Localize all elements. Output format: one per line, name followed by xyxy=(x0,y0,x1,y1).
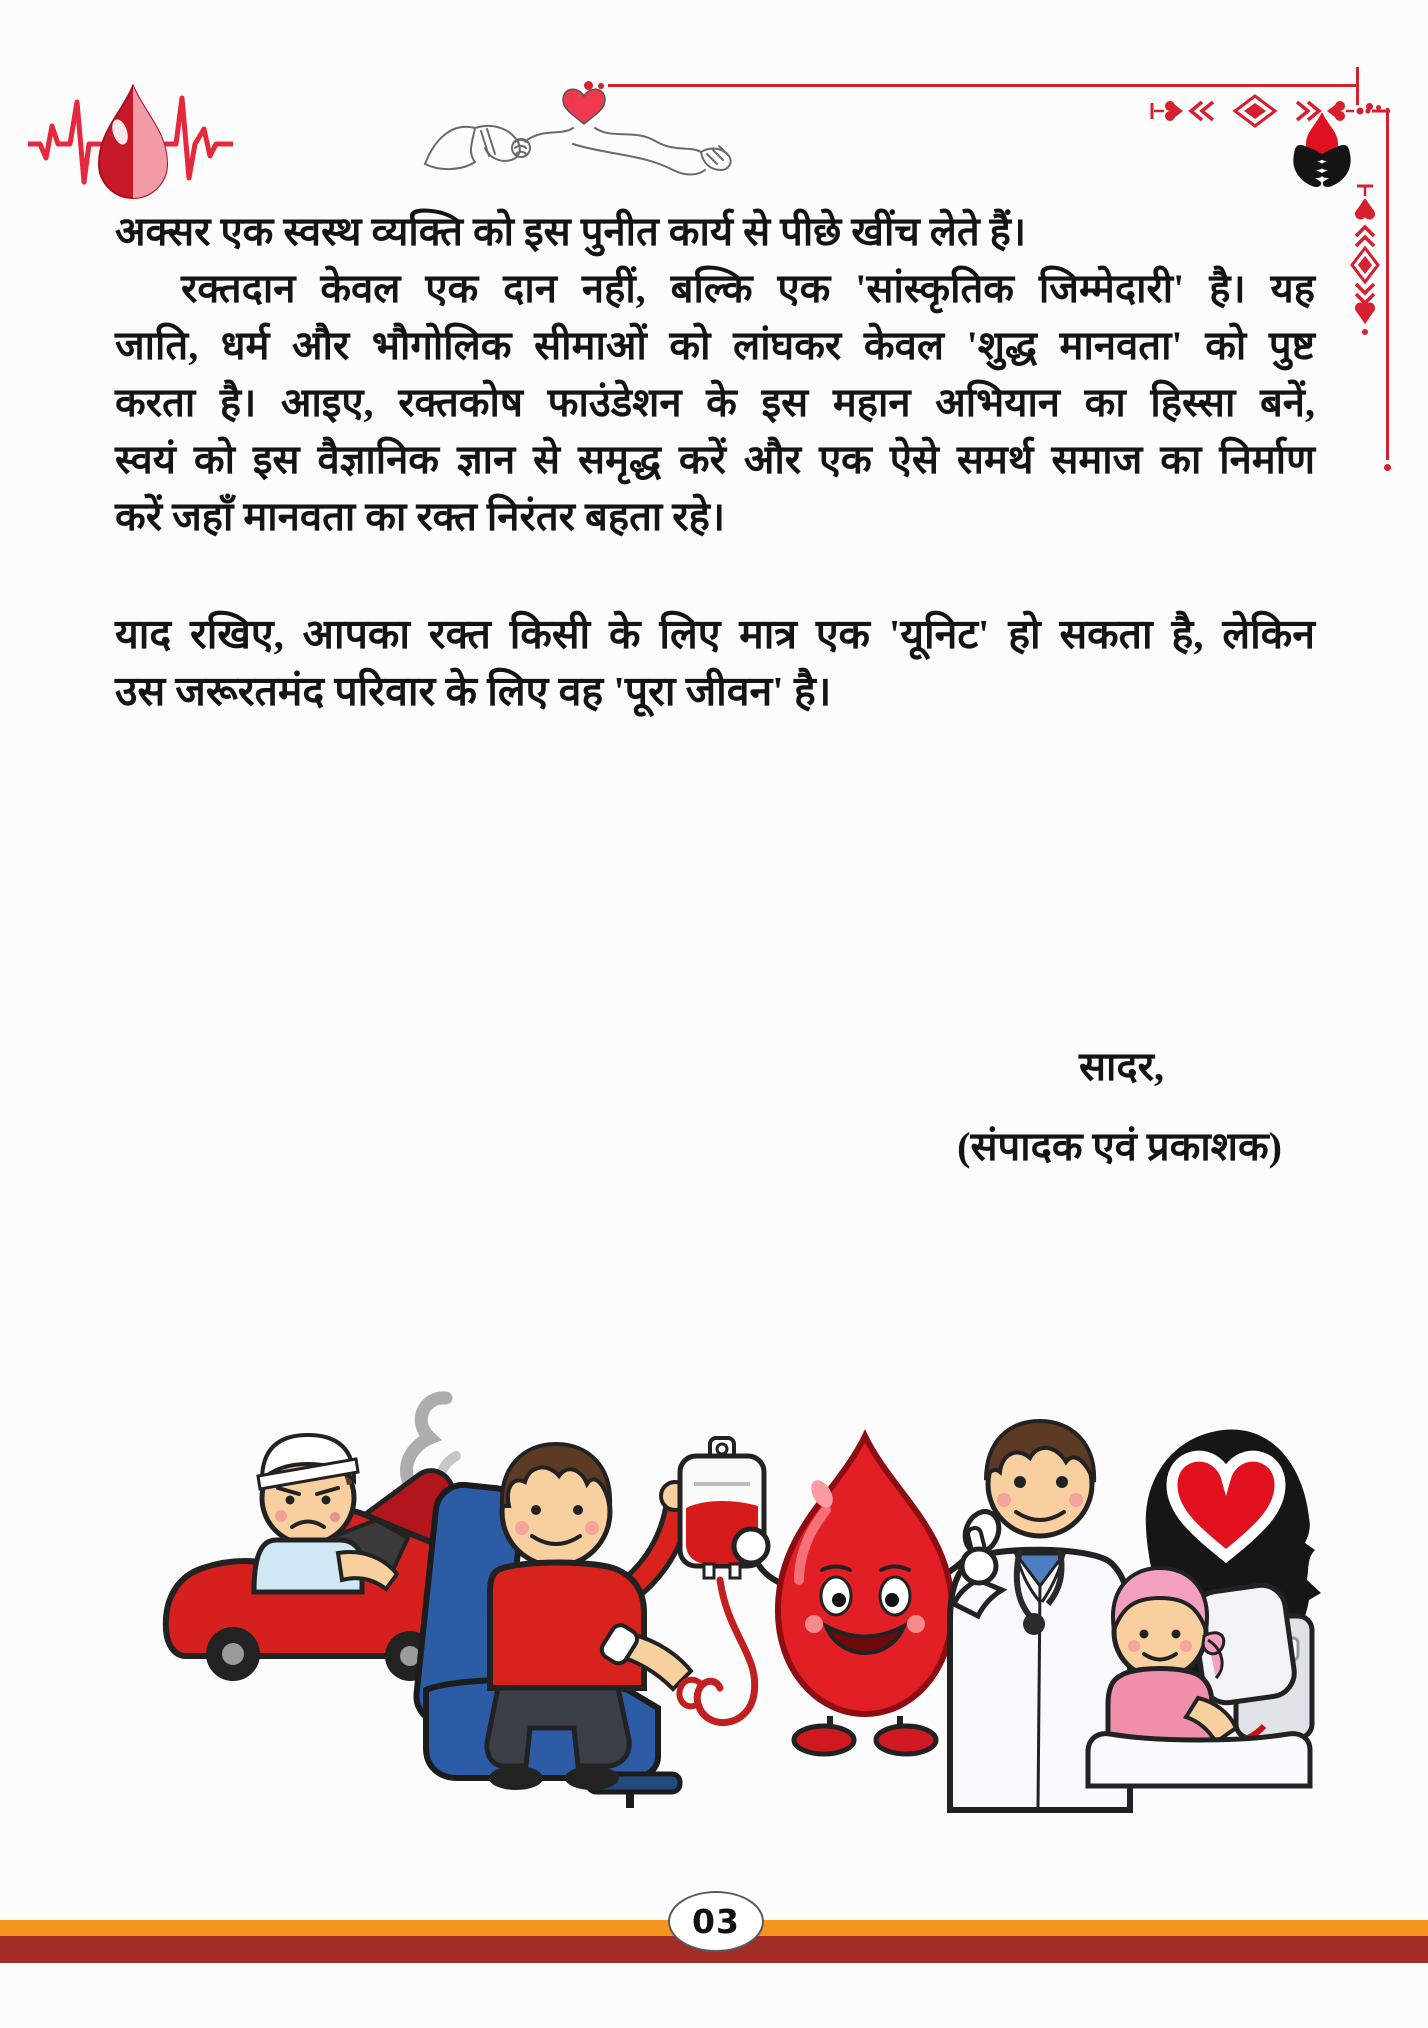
top-rule-dot xyxy=(598,83,604,89)
text-line: करें जहाँ मानवता का रक्त निरंतर बहता रहे। xyxy=(115,494,725,539)
text-line: उस जरूरतमंद परिवार के लिए वह 'पूरा जीवन' है। xyxy=(115,668,832,714)
text-line: याद रखिए, आपका रक्त किसी के लिए मात्र एक 'यूनिट' हो सकता है, लेकिन xyxy=(115,611,1315,657)
right-border-line xyxy=(1386,108,1389,460)
page-number-badge xyxy=(668,1891,764,1952)
paragraph-2 xyxy=(115,606,1315,720)
blanket xyxy=(1088,1734,1310,1786)
heart xyxy=(563,89,605,124)
right-rule-dot xyxy=(1384,464,1391,471)
blood-donation-arms-line-art xyxy=(423,84,735,182)
hands-holding-blood-drop-icon xyxy=(1288,110,1356,192)
text-line: करता है। आइए, रक्तकोष फाउंडेशन के इस महान अभियान का हिस्सा बनें, xyxy=(115,380,1315,425)
stethoscope xyxy=(1023,1613,1045,1635)
paragraph-1 xyxy=(115,203,1315,545)
signature-salutation: सादर, xyxy=(1079,1044,1164,1089)
text-line: स्वयं को इस वैज्ञानिक ज्ञान से समृद्ध करें और एक ऐसे समर्थ समाज का निर्माण xyxy=(115,437,1315,482)
text-line: अक्सर एक स्वस्थ व्यक्ति को इस पुनीत कार्य से पीछे खींच लेते हैं। xyxy=(115,209,1027,254)
top-rule-dot xyxy=(584,81,593,90)
page-number: 03 xyxy=(692,1902,740,1941)
ornament-divider-vertical xyxy=(1347,184,1383,336)
blood-donation-cartoon-illustration xyxy=(158,1388,1323,1813)
blood-donor xyxy=(487,1444,705,1790)
ecg-heartbeat-blood-drop-icon xyxy=(28,80,233,210)
blood-bag xyxy=(679,1438,764,1723)
text-line: जाति, धर्म और भौगोलिक सीमाओं को लांघकर केवल 'शुद्ध मानवता' को पुष्ट xyxy=(115,323,1315,368)
thumbs-up-glove xyxy=(962,1549,996,1583)
signature-block xyxy=(115,1042,1282,1172)
patient-receiving-transfusion xyxy=(1088,1568,1312,1786)
text-line: रक्तदान केवल एक दान नहीं, बल्कि एक 'सांस्कृतिक जिम्मेदारी' है। यह xyxy=(181,266,1315,311)
top-border-line xyxy=(608,84,1358,87)
transfusion-tube xyxy=(697,1580,755,1723)
signature-role: (संपादक एवं प्रकाशक) xyxy=(957,1124,1282,1169)
